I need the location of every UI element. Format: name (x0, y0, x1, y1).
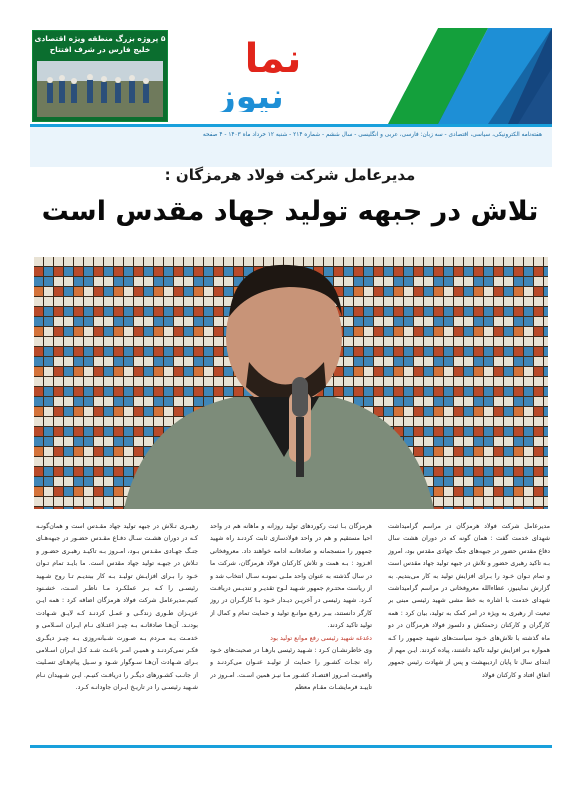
issue-info-bar (30, 124, 552, 167)
article-paragraph: رهبـری تـلاش در جبهه تولید جهاد مقـدس است و همان‌گونـه کـه در دوران هشـت سـال دفـاع مقـدس حضـور در جبهه‌هـای جنـگ جهـادی مقـدس بـود، امـروز بـه تاکیـد رهبـری حضـور و تـلاش در جبهـه تولید جهاد مقدس است. ما بایـد تمام تـوان خـود را بـرای افزایـش تولیـد بـه کار ببندیـم تـا روح شـهید رئیسـی را کـه بـر عملکـرد مـا ناظـر اسـت، خشـنود کنیم.مدیرعامل شرکت فولاد هرمزگان اضافه کرد : همه ایـن عزیـزان طـوری زندگـی و عمـل کردنـد کـه لایـق شـهادت بودنـد. آن‌هـا صادقانـه بـه چیـز اعتـلای نـام ایـران اسـلامی و خدمـت بـه مـردم بـه صـورت شـبانه‌روزی بـه چیـز دیگـری فکـر نمی‌کردنـد و همیـن امـر باعـث شـد کـل ایـران اسـلامی بـرای شـهادت آن‌هـا سـوگوار شـود و سـیل پیام‌هـای تسـلیت از جانـب کشـورهای دیگـر را دریافـت کنیـم. ایـن شـهیدان نـام شـهید رئیسـی را در تاریـخ ایـران جاودانـه کـرد. (36, 523, 198, 692)
article-paragraph: مدیرعامل شرکت فولاد هرمزگان در مراسم گرامیداشت شهدای خدمت گفت : همان گونه که در دوران هشت سال دفاع مقدس حضور در جبهه‌های جنگ جهادی مقدس بود، امروز بـه تاکید رهبری حضور و تلاش در جبهه تولید جهاد مقدس است و تمام تـوان خـود را بـرای افزایش تولید به کار می‌بندیم. به گزارش نماینیوز، عطاءالله معروفخانی در مراسم گرامیداشت شهدای خدمت با اشاره به خط مشی شهید رئیسی مبنی بر تبعیت از رهبری به ویژه در امر کمک به تولید، بیان کرد : همه کارگران و کارکنان زحمتکش و دلسوز فولاد هرمزگان در دو ماه گذشته با تلاش‌های خـود سیاست‌های شهید جمهور را کـه همواره بـر افزایش تولید تاکید داشتند، پیاده کردند. ایـن مهم از ابتدای سال تا پایان اردیبهشت و پس از شهادت رئیس جمهور اتفاق افتاد و کارکنان فولاد (388, 523, 550, 679)
headline-title[interactable]: تلاش در جبهه تولید جهاد مقدس است (41, 196, 539, 227)
article-column-left (36, 521, 198, 736)
article-subhead: دغدغه شهید رئیسی رفع موانع تولید بود (270, 634, 372, 642)
promo-photo (37, 61, 163, 117)
headline-kicker: مدیرعامل شرکت فولاد هرمزگان : (164, 166, 416, 184)
lead-photo-illustration (34, 257, 548, 509)
lead-photo (34, 257, 548, 509)
logo-top-text: نما (244, 36, 302, 82)
article-paragraph: هرمزگان بـا ثبت رکوردهای تولید روزانه و ماهانه هم در واحد احیا مستقیم و هم در واحد فولادسازی ثابت کردنـد راه شهید جمهور را منسجمانه و صادقانـه ادامه خواهند داد. معروفخانی افـزود : بـه همت و تلاش کارکنان فولاد هرمزگان، شرکت ما در سال گذشته به عنوان واحد ملـی نمونـه سـال انتخاب شد و از ریاست محتـرم جمهور شـهید لـوح تقدیـر و تندیـس دریافـت کـرد. شهید رئیسی در آخریـن دیـدار خـود بـا کارگـران در روز کارگر دانستند، ببـر رفـع موانـع تولید و حمایت تمام و کمال از تولید تاکید کردند. (210, 523, 372, 630)
article-column-right (388, 521, 550, 736)
promo-title: ۵ پروژه بزرگ منطقه ویژه اقتصادی خلیج فارس در شرف افتتاح (34, 34, 166, 54)
article-column-middle (210, 521, 372, 736)
logo-bottom-text: نیوز (216, 77, 284, 112)
footer-divider (30, 745, 552, 748)
issue-info-text: هفته‌نامه الکترونیکی، سیاسی، اقتصادی - سه زبان: فارسی، عربی و انگلیسی - سال ششم - شماره ۲۱۴ - شنبه ۱۲ خرداد ماه ۱۴۰۳ - ۴ صفحه (202, 132, 542, 138)
article-paragraph: وی خاطرنشـان کـرد : شـهید رئیسی بارهـا در صحبت‌های خـود راه نجـات کشـور را حمایت از تولیـد عنـوان می‌کردنـد و واقعیـت امـروز اقتصـاد کشـور مـا نیـز همین اسـت. امـروز در تاییـد فرمایشـات مقـام معظم (210, 647, 372, 692)
promo-box[interactable] (32, 30, 168, 122)
logo[interactable] (178, 34, 328, 112)
